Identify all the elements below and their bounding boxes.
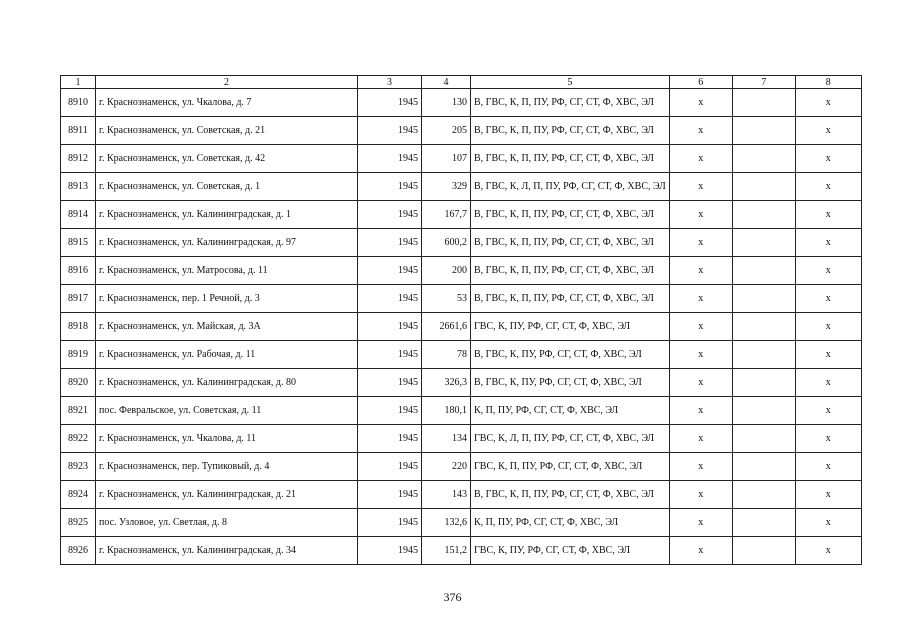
column-header: 7 — [732, 76, 795, 89]
col7-cell — [732, 313, 795, 341]
year-cell: 1945 — [358, 145, 422, 173]
year-cell: 1945 — [358, 313, 422, 341]
housing-table — [60, 75, 862, 565]
col8-cell: х — [795, 509, 861, 537]
year-cell: 1945 — [358, 173, 422, 201]
col6-cell: х — [669, 397, 732, 425]
services-cell: В, ГВС, К, П, ПУ, РФ, СГ, СТ, Ф, ХВС, ЭЛ — [471, 229, 670, 257]
area-cell: 220 — [422, 453, 471, 481]
address-cell: г. Краснознаменск, ул. Калининградская, д. 34 — [96, 537, 358, 565]
table-row — [61, 425, 862, 453]
year-cell: 1945 — [358, 201, 422, 229]
col8-cell: х — [795, 425, 861, 453]
table-row — [61, 369, 862, 397]
table-row — [61, 313, 862, 341]
table-row — [61, 257, 862, 285]
col8-cell: х — [795, 117, 861, 145]
col8-cell: х — [795, 201, 861, 229]
table-row — [61, 481, 862, 509]
table-row — [61, 117, 862, 145]
col6-cell: х — [669, 537, 732, 565]
col7-cell — [732, 369, 795, 397]
year-cell: 1945 — [358, 285, 422, 313]
year-cell: 1945 — [358, 453, 422, 481]
year-cell: 1945 — [358, 537, 422, 565]
row-number: 8917 — [61, 285, 96, 313]
col8-cell: х — [795, 537, 861, 565]
col6-cell: х — [669, 509, 732, 537]
row-number: 8912 — [61, 145, 96, 173]
row-number: 8924 — [61, 481, 96, 509]
col8-cell: х — [795, 397, 861, 425]
col7-cell — [732, 89, 795, 117]
col6-cell: х — [669, 229, 732, 257]
services-cell: ГВС, К, Л, П, ПУ, РФ, СГ, СТ, Ф, ХВС, ЭЛ — [471, 425, 670, 453]
col6-cell: х — [669, 425, 732, 453]
year-cell: 1945 — [358, 397, 422, 425]
col7-cell — [732, 257, 795, 285]
column-header: 5 — [471, 76, 670, 89]
column-header: 4 — [422, 76, 471, 89]
area-cell: 600,2 — [422, 229, 471, 257]
col7-cell — [732, 453, 795, 481]
col8-cell: х — [795, 285, 861, 313]
year-cell: 1945 — [358, 229, 422, 257]
col6-cell: х — [669, 285, 732, 313]
services-cell: В, ГВС, К, ПУ, РФ, СГ, СТ, Ф, ХВС, ЭЛ — [471, 341, 670, 369]
services-cell: К, П, ПУ, РФ, СГ, СТ, Ф, ХВС, ЭЛ — [471, 509, 670, 537]
col7-cell — [732, 173, 795, 201]
table-row — [61, 341, 862, 369]
row-number: 8911 — [61, 117, 96, 145]
area-cell: 329 — [422, 173, 471, 201]
services-cell: В, ГВС, К, П, ПУ, РФ, СГ, СТ, Ф, ХВС, ЭЛ — [471, 117, 670, 145]
row-number: 8926 — [61, 537, 96, 565]
row-number: 8921 — [61, 397, 96, 425]
col6-cell: х — [669, 117, 732, 145]
table-row — [61, 397, 862, 425]
address-cell: г. Краснознаменск, ул. Чкалова, д. 11 — [96, 425, 358, 453]
column-header: 3 — [358, 76, 422, 89]
address-cell: пос. Февральское, ул. Советская, д. 11 — [96, 397, 358, 425]
area-cell: 2661,6 — [422, 313, 471, 341]
col6-cell: х — [669, 369, 732, 397]
address-cell: г. Краснознаменск, ул. Советская, д. 1 — [96, 173, 358, 201]
services-cell: В, ГВС, К, П, ПУ, РФ, СГ, СТ, Ф, ХВС, ЭЛ — [471, 481, 670, 509]
row-number: 8914 — [61, 201, 96, 229]
col7-cell — [732, 201, 795, 229]
address-cell: г. Краснознаменск, ул. Рабочая, д. 11 — [96, 341, 358, 369]
address-cell: г. Краснознаменск, ул. Майская, д. 3А — [96, 313, 358, 341]
column-header: 2 — [96, 76, 358, 89]
row-number: 8925 — [61, 509, 96, 537]
col6-cell: х — [669, 201, 732, 229]
row-number: 8910 — [61, 89, 96, 117]
area-cell: 167,7 — [422, 201, 471, 229]
col8-cell: х — [795, 341, 861, 369]
row-number: 8920 — [61, 369, 96, 397]
services-cell: В, ГВС, К, ПУ, РФ, СГ, СТ, Ф, ХВС, ЭЛ — [471, 369, 670, 397]
col8-cell: х — [795, 369, 861, 397]
col7-cell — [732, 481, 795, 509]
table-row — [61, 509, 862, 537]
col6-cell: х — [669, 481, 732, 509]
col8-cell: х — [795, 257, 861, 285]
header-row — [61, 76, 862, 89]
row-number: 8923 — [61, 453, 96, 481]
col8-cell: х — [795, 453, 861, 481]
address-cell: г. Краснознаменск, ул. Советская, д. 42 — [96, 145, 358, 173]
year-cell: 1945 — [358, 481, 422, 509]
year-cell: 1945 — [358, 89, 422, 117]
col7-cell — [732, 285, 795, 313]
area-cell: 132,6 — [422, 509, 471, 537]
services-cell: В, ГВС, К, П, ПУ, РФ, СГ, СТ, Ф, ХВС, ЭЛ — [471, 145, 670, 173]
table-row — [61, 453, 862, 481]
col6-cell: х — [669, 453, 732, 481]
area-cell: 130 — [422, 89, 471, 117]
col7-cell — [732, 229, 795, 257]
column-header: 8 — [795, 76, 861, 89]
address-cell: г. Краснознаменск, ул. Калининградская, д. 80 — [96, 369, 358, 397]
page-number: 376 — [443, 590, 462, 604]
row-number: 8913 — [61, 173, 96, 201]
col7-cell — [732, 117, 795, 145]
table-row — [61, 145, 862, 173]
col7-cell — [732, 397, 795, 425]
col8-cell: х — [795, 89, 861, 117]
table-row — [61, 201, 862, 229]
address-cell: г. Краснознаменск, пер. Тупиковый, д. 4 — [96, 453, 358, 481]
address-cell: г. Краснознаменск, ул. Калининградская, д. 1 — [96, 201, 358, 229]
area-cell: 200 — [422, 257, 471, 285]
year-cell: 1945 — [358, 369, 422, 397]
column-header: 6 — [669, 76, 732, 89]
year-cell: 1945 — [358, 509, 422, 537]
services-cell: ГВС, К, ПУ, РФ, СГ, СТ, Ф, ХВС, ЭЛ — [471, 537, 670, 565]
services-cell: В, ГВС, К, П, ПУ, РФ, СГ, СТ, Ф, ХВС, ЭЛ — [471, 89, 670, 117]
col8-cell: х — [795, 481, 861, 509]
col6-cell: х — [669, 145, 732, 173]
address-cell: г. Краснознаменск, ул. Калининградская, д. 21 — [96, 481, 358, 509]
col8-cell: х — [795, 145, 861, 173]
col7-cell — [732, 509, 795, 537]
row-number: 8918 — [61, 313, 96, 341]
area-cell: 107 — [422, 145, 471, 173]
address-cell: г. Краснознаменск, ул. Матросова, д. 11 — [96, 257, 358, 285]
services-cell: В, ГВС, К, П, ПУ, РФ, СГ, СТ, Ф, ХВС, ЭЛ — [471, 201, 670, 229]
col6-cell: х — [669, 341, 732, 369]
address-cell: пос. Узловое, ул. Светлая, д. 8 — [96, 509, 358, 537]
services-cell: ГВС, К, ПУ, РФ, СГ, СТ, Ф, ХВС, ЭЛ — [471, 313, 670, 341]
services-cell: В, ГВС, К, П, ПУ, РФ, СГ, СТ, Ф, ХВС, ЭЛ — [471, 257, 670, 285]
col6-cell: х — [669, 313, 732, 341]
col8-cell: х — [795, 173, 861, 201]
address-cell: г. Краснознаменск, ул. Чкалова, д. 7 — [96, 89, 358, 117]
address-cell: г. Краснознаменск, ул. Калининградская, д. 97 — [96, 229, 358, 257]
year-cell: 1945 — [358, 117, 422, 145]
table-row — [61, 537, 862, 565]
area-cell: 53 — [422, 285, 471, 313]
col7-cell — [732, 425, 795, 453]
table-row — [61, 173, 862, 201]
col7-cell — [732, 145, 795, 173]
services-cell: В, ГВС, К, Л, П, ПУ, РФ, СГ, СТ, Ф, ХВС, ЭЛ — [471, 173, 670, 201]
services-cell: К, П, ПУ, РФ, СГ, СТ, Ф, ХВС, ЭЛ — [471, 397, 670, 425]
table-row — [61, 89, 862, 117]
address-cell: г. Краснознаменск, пер. 1 Речной, д. 3 — [96, 285, 358, 313]
area-cell: 180,1 — [422, 397, 471, 425]
table-row — [61, 285, 862, 313]
col7-cell — [732, 537, 795, 565]
col6-cell: х — [669, 173, 732, 201]
year-cell: 1945 — [358, 341, 422, 369]
row-number: 8922 — [61, 425, 96, 453]
row-number: 8915 — [61, 229, 96, 257]
col7-cell — [732, 341, 795, 369]
year-cell: 1945 — [358, 257, 422, 285]
column-header: 1 — [61, 76, 96, 89]
year-cell: 1945 — [358, 425, 422, 453]
services-cell: ГВС, К, П, ПУ, РФ, СГ, СТ, Ф, ХВС, ЭЛ — [471, 453, 670, 481]
row-number: 8919 — [61, 341, 96, 369]
area-cell: 134 — [422, 425, 471, 453]
area-cell: 143 — [422, 481, 471, 509]
area-cell: 326,3 — [422, 369, 471, 397]
services-cell: В, ГВС, К, П, ПУ, РФ, СГ, СТ, Ф, ХВС, ЭЛ — [471, 285, 670, 313]
area-cell: 151,2 — [422, 537, 471, 565]
area-cell: 78 — [422, 341, 471, 369]
table-row — [61, 229, 862, 257]
row-number: 8916 — [61, 257, 96, 285]
address-cell: г. Краснознаменск, ул. Советская, д. 21 — [96, 117, 358, 145]
area-cell: 205 — [422, 117, 471, 145]
col6-cell: х — [669, 89, 732, 117]
col8-cell: х — [795, 229, 861, 257]
col8-cell: х — [795, 313, 861, 341]
col6-cell: х — [669, 257, 732, 285]
